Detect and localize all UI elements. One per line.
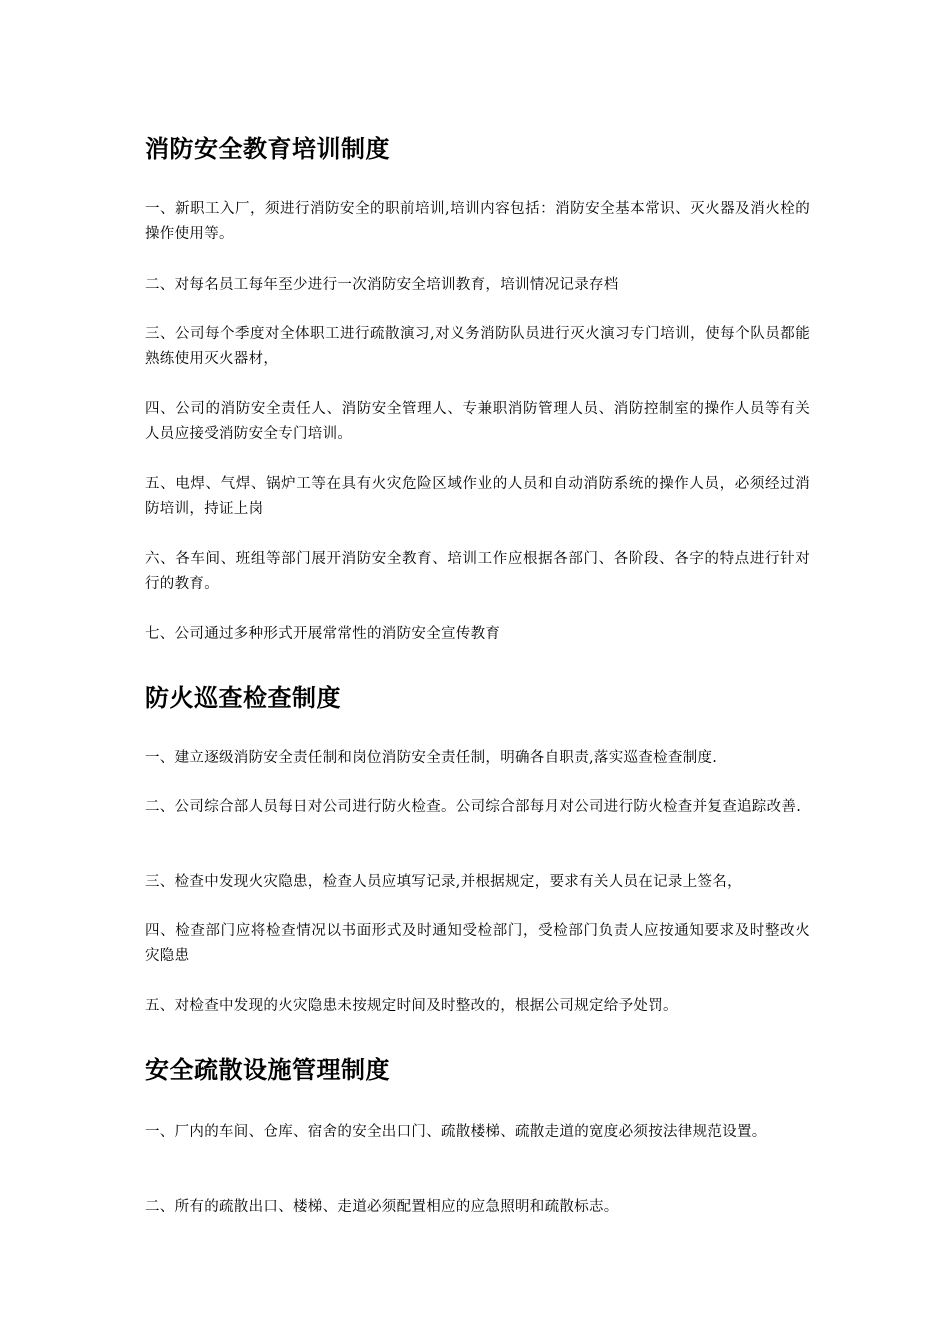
- paragraph: 五、对检查中发现的火灾隐患未按规定时间及时整改的，根据公司规定给予处罚。: [145, 998, 678, 1014]
- paragraph: 二、对每名员工每年至少进行一次消防安全培训教育，培训情况记录存档: [145, 277, 619, 293]
- section-title-evacuation-facilities: 安全疏散设施管理制度: [145, 1056, 390, 1084]
- paragraph: 六、各车间、班组等部门展开消防安全教育、培训工作应根据各部门、各阶段、各字的特点进行针对行的教育。: [145, 551, 810, 592]
- paragraph: 三、检查中发现火灾隐患，检查人员应填写记录,并根据规定，要求有关人员在记录上签名，: [145, 874, 742, 890]
- paragraph: 四、公司的消防安全责任人、消防安全管理人、专兼职消防管理人员、消防控制室的操作人员等有关人员应接受消防安全专门培训。: [145, 401, 810, 442]
- paragraph: 三、公司每个季度对全体职工进行疏散演习,对义务消防队员进行灭火演习专门培训，使每个队员都能熟练使用灭火器材，: [145, 326, 810, 367]
- paragraph: 一、厂内的车间、仓库、宿舍的安全出口门、疏散楼梯、疏散走道的宽度必须按法律规范设置。: [145, 1124, 767, 1140]
- paragraph: 二、所有的疏散出口、楼梯、走道必须配置相应的应急照明和疏散标志。: [145, 1199, 619, 1215]
- paragraph: 五、电焊、气焊、锅炉工等在具有火灾危险区域作业的人员和自动消防系统的操作人员，必须经过消防培训，持证上岗: [145, 476, 810, 517]
- paragraph: 二、公司综合部人员每日对公司进行防火检查。公司综合部每月对公司进行防火检查并复查追踪改善.: [145, 799, 802, 815]
- paragraph: 七、公司通过多种形式开展常常性的消防安全宣传教育: [145, 626, 501, 642]
- paragraph: 一、新职工入厂，须进行消防安全的职前培训,培训内容包括：消防安全基本常识、灭火器及消火栓的操作使用等。: [145, 201, 810, 242]
- paragraph: 一、建立逐级消防安全责任制和岗位消防安全责任制，明确各自职责,落实巡查检查制度.: [145, 750, 718, 766]
- section-title-fire-patrol-inspection: 防火巡查检查制度: [145, 684, 341, 712]
- paragraph: 四、检查部门应将检查情况以书面形式及时通知受检部门，受检部门负责人应按通知要求及时整改火灾隐患: [145, 923, 810, 964]
- section-title-fire-safety-training: 消防安全教育培训制度: [145, 135, 390, 163]
